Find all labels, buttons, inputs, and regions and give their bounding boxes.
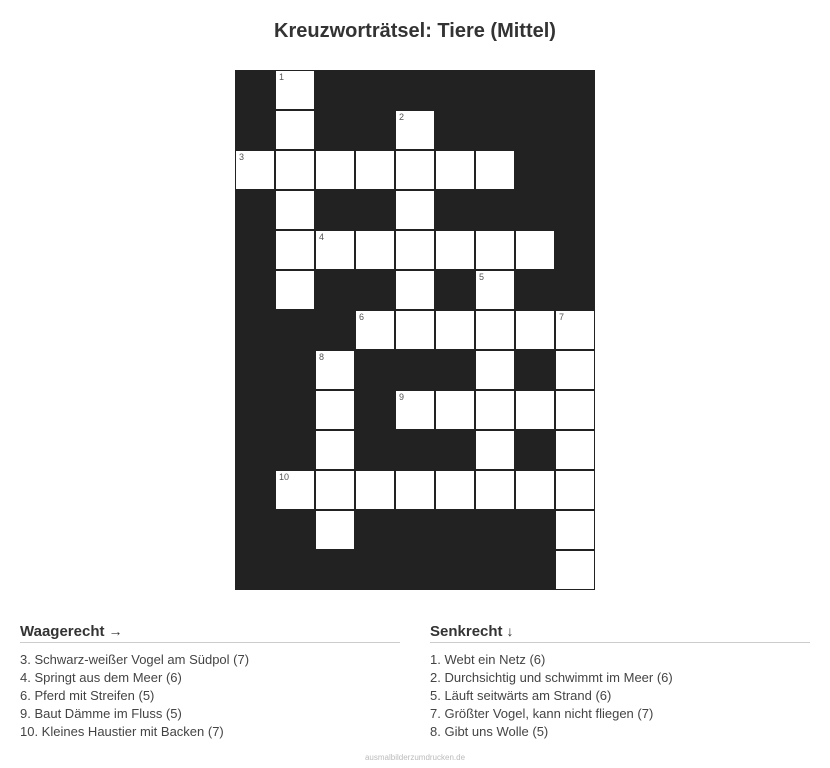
crossword-cell[interactable] [315,350,355,390]
clue-number: 2 [399,112,405,122]
crossword-cell[interactable] [395,150,435,190]
down-heading-label: Senkrecht [430,623,503,640]
down-clues [430,622,810,741]
across-clue: 4. Springt aus dem Meer (6) [20,670,182,685]
crossword-cell[interactable] [475,230,515,270]
crossword-cell[interactable] [315,390,355,430]
crossword-cell[interactable] [275,150,315,190]
crossword-cell[interactable] [395,110,435,150]
across-clues [20,622,400,741]
crossword-cell[interactable] [275,70,315,110]
crossword-cell[interactable] [355,230,395,270]
crossword-cell[interactable] [355,470,395,510]
crossword-cell[interactable] [475,150,515,190]
crossword-cell[interactable] [515,390,555,430]
crossword-cell[interactable] [315,430,355,470]
crossword-cell[interactable] [475,270,515,310]
crossword-cell[interactable] [395,470,435,510]
crossword-cell[interactable] [315,510,355,550]
clue-number: 10 [279,472,290,482]
crossword-cell[interactable] [435,230,475,270]
clue-number: 5 [479,272,485,282]
across-heading-label: Waagerecht [20,623,105,640]
crossword-cell[interactable] [235,150,275,190]
across-clue: 3. Schwarz-weißer Vogel am Südpol (7) [20,652,250,667]
clue-number: 6 [359,312,365,322]
clue-number: 3 [239,152,245,162]
down-clue: 8. Gibt uns Wolle (5) [430,724,549,739]
crossword-cell[interactable] [555,350,595,390]
crossword-cell[interactable] [435,390,475,430]
crossword-cell[interactable] [555,310,595,350]
crossword-cell[interactable] [395,270,435,310]
crossword-cell[interactable] [275,230,315,270]
across-clue: 6. Pferd mit Streifen (5) [20,688,155,703]
down-clue: 2. Durchsichtig und schwimmt im Meer (6) [430,670,673,685]
crossword-cell[interactable] [395,230,435,270]
down-arrow-icon: ↓ [506,623,514,639]
clue-number: 4 [319,232,325,242]
crossword-cell[interactable] [515,310,555,350]
crossword-cell[interactable] [515,470,555,510]
crossword-cell[interactable] [395,390,435,430]
crossword-cell[interactable] [275,470,315,510]
crossword-cell[interactable] [555,390,595,430]
across-clue: 9. Baut Dämme im Fluss (5) [20,706,182,721]
down-heading [430,622,810,643]
crossword-grid [235,70,595,590]
crossword-cell[interactable] [435,470,475,510]
crossword-cell[interactable] [555,430,595,470]
crossword-cell[interactable] [275,190,315,230]
down-clue: 1. Webt ein Netz (6) [430,652,546,667]
across-heading [20,622,400,643]
clue-number: 1 [279,72,285,82]
crossword-cell[interactable] [315,150,355,190]
down-clue: 5. Läuft seitwärts am Strand (6) [430,688,612,703]
crossword-cell[interactable] [275,270,315,310]
crossword-cell[interactable] [555,550,595,590]
clue-number: 8 [319,352,325,362]
crossword-cell[interactable] [275,110,315,150]
page-title: Kreuzworträtsel: Tiere (Mittel) [274,20,556,42]
crossword-cell[interactable] [395,310,435,350]
crossword-cell[interactable] [475,430,515,470]
crossword-cell[interactable] [475,470,515,510]
clue-number: 7 [559,312,565,322]
crossword-cell[interactable] [555,470,595,510]
crossword-cell[interactable] [475,350,515,390]
crossword-cell[interactable] [435,150,475,190]
crossword-cell[interactable] [355,310,395,350]
crossword-cell[interactable] [475,310,515,350]
right-arrow-icon: → [108,623,123,639]
crossword-cell[interactable] [355,150,395,190]
across-clue: 10. Kleines Haustier mit Backen (7) [20,724,224,739]
crossword-cell[interactable] [475,390,515,430]
crossword-cell[interactable] [435,310,475,350]
crossword-cell[interactable] [515,230,555,270]
crossword-cell[interactable] [395,190,435,230]
crossword-cell[interactable] [315,470,355,510]
crossword-cell[interactable] [555,510,595,550]
clue-number: 9 [399,392,405,402]
down-clue: 7. Größter Vogel, kann nicht fliegen (7) [430,706,654,721]
crossword-cell[interactable] [315,230,355,270]
footer-credit: ausmalbilderzumdrucken.de [364,753,466,762]
